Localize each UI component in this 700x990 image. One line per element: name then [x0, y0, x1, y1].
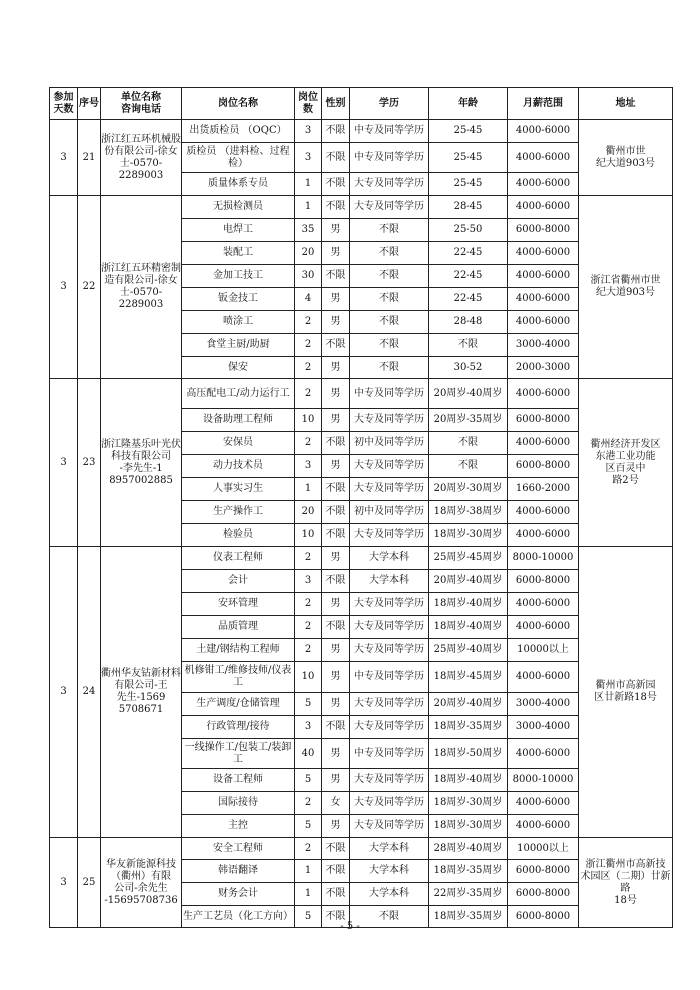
- count-cell: 1: [295, 173, 322, 196]
- count-cell: 2: [295, 379, 322, 409]
- salary-cell: 1660-2000: [508, 478, 579, 501]
- salary-cell: 4000-6000: [508, 501, 579, 524]
- salary-cell: 2000-3000: [508, 357, 579, 379]
- age-cell: 18周岁-40周岁: [429, 616, 508, 639]
- header-education: 学历: [350, 88, 429, 120]
- header-count: 岗位 数: [295, 88, 322, 120]
- count-cell: 4: [295, 288, 322, 311]
- position-cell: 机修钳工/维修技师/仪表工: [182, 662, 295, 693]
- gender-cell: 男: [322, 409, 350, 432]
- age-cell: 20周岁-30周岁: [429, 478, 508, 501]
- education-cell: 中专及同等学历: [350, 662, 429, 693]
- position-cell: 品质管理: [182, 616, 295, 639]
- salary-cell: 6000-8000: [508, 883, 579, 906]
- education-cell: 中专及同等学历: [350, 739, 429, 769]
- education-cell: 不限: [350, 311, 429, 334]
- education-cell: 大学本科: [350, 570, 429, 593]
- salary-cell: 4000-6000: [508, 265, 579, 288]
- header-address: 地址: [579, 88, 673, 120]
- position-cell: 设备助理工程师: [182, 409, 295, 432]
- gender-cell: 不限: [322, 334, 350, 357]
- count-cell: 2: [295, 616, 322, 639]
- position-cell: 检验员: [182, 524, 295, 547]
- education-cell: 不限: [350, 288, 429, 311]
- age-cell: 25周岁-45周岁: [429, 547, 508, 570]
- position-cell: 喷涂工: [182, 311, 295, 334]
- education-cell: 大专及同等学历: [350, 409, 429, 432]
- salary-cell: 4000-6000: [508, 432, 579, 455]
- education-cell: 不限: [350, 906, 429, 928]
- gender-cell: 男: [322, 357, 350, 379]
- education-cell: 大专及同等学历: [350, 716, 429, 739]
- days-cell: 3: [50, 379, 78, 547]
- gender-cell: 男: [322, 455, 350, 478]
- count-cell: 35: [295, 219, 322, 242]
- age-cell: 不限: [429, 334, 508, 357]
- age-cell: 20周岁-40周岁: [429, 570, 508, 593]
- position-cell: 动力技术员: [182, 455, 295, 478]
- education-cell: 大专及同等学历: [350, 173, 429, 196]
- count-cell: 3: [295, 120, 322, 143]
- header-company: 单位名称 咨询电话: [101, 88, 182, 120]
- days-cell: 3: [50, 120, 78, 196]
- gender-cell: 不限: [322, 143, 350, 173]
- position-cell: 一线操作工/包装工/装卸工: [182, 739, 295, 769]
- count-cell: 5: [295, 906, 322, 928]
- table-row: [50, 120, 673, 143]
- gender-cell: 不限: [322, 616, 350, 639]
- days-cell: 3: [50, 547, 78, 838]
- salary-cell: 4000-6000: [508, 311, 579, 334]
- age-cell: 18周岁-30周岁: [429, 524, 508, 547]
- position-cell: 金加工技工: [182, 265, 295, 288]
- age-cell: 28-48: [429, 311, 508, 334]
- gender-cell: 男: [322, 662, 350, 693]
- salary-cell: 4000-6000: [508, 593, 579, 616]
- age-cell: 28周岁-40周岁: [429, 838, 508, 860]
- position-cell: 安环管理: [182, 593, 295, 616]
- position-cell: 食堂主厨/助厨: [182, 334, 295, 357]
- education-cell: 大专及同等学历: [350, 616, 429, 639]
- gender-cell: 不限: [322, 432, 350, 455]
- age-cell: 25-45: [429, 120, 508, 143]
- education-cell: 初中及同等学历: [350, 501, 429, 524]
- days-cell: 3: [50, 196, 78, 379]
- salary-cell: 4000-6000: [508, 662, 579, 693]
- age-cell: 22-45: [429, 288, 508, 311]
- gender-cell: 不限: [322, 120, 350, 143]
- header-row: [50, 88, 673, 120]
- age-cell: 18周岁-38周岁: [429, 501, 508, 524]
- gender-cell: 男: [322, 242, 350, 265]
- gender-cell: 女: [322, 792, 350, 815]
- age-cell: 18周岁-45周岁: [429, 662, 508, 693]
- table-row: [50, 196, 673, 219]
- education-cell: 大专及同等学历: [350, 693, 429, 716]
- header-age: 年龄: [429, 88, 508, 120]
- header-gender: 性别: [322, 88, 350, 120]
- count-cell: 2: [295, 432, 322, 455]
- salary-cell: 8000-10000: [508, 547, 579, 570]
- address-cell: 衢州经济开发区 东港工业功能 区百灵中 路2号: [579, 379, 673, 547]
- gender-cell: 不限: [322, 265, 350, 288]
- header-days: 参加 天数: [50, 88, 78, 120]
- education-cell: 不限: [350, 242, 429, 265]
- salary-cell: 4000-6000: [508, 143, 579, 173]
- table-row: [50, 547, 673, 570]
- gender-cell: 男: [322, 593, 350, 616]
- count-cell: 5: [295, 769, 322, 792]
- salary-cell: 4000-6000: [508, 120, 579, 143]
- age-cell: 28-45: [429, 196, 508, 219]
- count-cell: 5: [295, 815, 322, 838]
- education-cell: 初中及同等学历: [350, 432, 429, 455]
- age-cell: 25-45: [429, 143, 508, 173]
- education-cell: 大专及同等学历: [350, 524, 429, 547]
- gender-cell: 男: [322, 288, 350, 311]
- count-cell: 1: [295, 883, 322, 906]
- education-cell: 不限: [350, 334, 429, 357]
- gender-cell: 男: [322, 815, 350, 838]
- education-cell: 大专及同等学历: [350, 455, 429, 478]
- salary-cell: 4000-6000: [508, 815, 579, 838]
- count-cell: 2: [295, 311, 322, 334]
- count-cell: 3: [295, 455, 322, 478]
- count-cell: 2: [295, 334, 322, 357]
- gender-cell: 不限: [322, 883, 350, 906]
- company-cell: 浙江红五环精密制造有限公司-徐女 士-0570- 2289003: [101, 196, 182, 379]
- gender-cell: 不限: [322, 860, 350, 883]
- recruitment-table: [49, 87, 673, 928]
- position-cell: 行政管理/接待: [182, 716, 295, 739]
- age-cell: 不限: [429, 455, 508, 478]
- salary-cell: 6000-8000: [508, 860, 579, 883]
- education-cell: 中专及同等学历: [350, 143, 429, 173]
- salary-cell: 4000-6000: [508, 379, 579, 409]
- age-cell: 22-45: [429, 242, 508, 265]
- gender-cell: 不限: [322, 838, 350, 860]
- position-cell: 财务会计: [182, 883, 295, 906]
- address-cell: 衢州市世 纪大道903号: [579, 120, 673, 196]
- salary-cell: 4000-6000: [508, 616, 579, 639]
- education-cell: 大专及同等学历: [350, 639, 429, 662]
- education-cell: 大学本科: [350, 860, 429, 883]
- count-cell: 3: [295, 570, 322, 593]
- gender-cell: 男: [322, 639, 350, 662]
- number-cell: 22: [78, 196, 101, 379]
- count-cell: 5: [295, 693, 322, 716]
- gender-cell: 不限: [322, 716, 350, 739]
- header-salary: 月薪范围: [508, 88, 579, 120]
- education-cell: 大专及同等学历: [350, 815, 429, 838]
- position-cell: 电焊工: [182, 219, 295, 242]
- position-cell: 质量体系专员: [182, 173, 295, 196]
- age-cell: 20周岁-40周岁: [429, 379, 508, 409]
- salary-cell: 3000-4000: [508, 716, 579, 739]
- count-cell: 2: [295, 639, 322, 662]
- age-cell: 不限: [429, 432, 508, 455]
- gender-cell: 不限: [322, 570, 350, 593]
- age-cell: 18周岁-35周岁: [429, 716, 508, 739]
- count-cell: 10: [295, 409, 322, 432]
- salary-cell: 4000-6000: [508, 739, 579, 769]
- gender-cell: 男: [322, 379, 350, 409]
- position-cell: 无损检测员: [182, 196, 295, 219]
- count-cell: 2: [295, 593, 322, 616]
- age-cell: 20周岁-40周岁: [429, 693, 508, 716]
- education-cell: 大学本科: [350, 547, 429, 570]
- position-cell: 安全工程师: [182, 838, 295, 860]
- position-cell: 设备工程师: [182, 769, 295, 792]
- salary-cell: 6000-8000: [508, 219, 579, 242]
- gender-cell: 不限: [322, 173, 350, 196]
- education-cell: 中专及同等学历: [350, 120, 429, 143]
- position-cell: 生产工艺员（化工方向）: [182, 906, 295, 928]
- age-cell: 18周岁-30周岁: [429, 815, 508, 838]
- gender-cell: 不限: [322, 501, 350, 524]
- age-cell: 25-45: [429, 173, 508, 196]
- age-cell: 30-52: [429, 357, 508, 379]
- position-cell: 质检员 （进料检、过程检）: [182, 143, 295, 173]
- education-cell: 大专及同等学历: [350, 792, 429, 815]
- number-cell: 24: [78, 547, 101, 838]
- position-cell: 仪表工程师: [182, 547, 295, 570]
- salary-cell: 8000-10000: [508, 769, 579, 792]
- count-cell: 20: [295, 501, 322, 524]
- count-cell: 40: [295, 739, 322, 769]
- header-no: 序号: [78, 88, 101, 120]
- education-cell: 不限: [350, 265, 429, 288]
- position-cell: 生产操作工: [182, 501, 295, 524]
- table-row: [50, 838, 673, 860]
- education-cell: 大学本科: [350, 883, 429, 906]
- days-cell: 3: [50, 838, 78, 928]
- count-cell: 10: [295, 524, 322, 547]
- salary-cell: 10000以上: [508, 838, 579, 860]
- position-cell: 高压配电工/动力运行工: [182, 379, 295, 409]
- age-cell: 20周岁-35周岁: [429, 409, 508, 432]
- position-cell: 出货质检员 （OQC）: [182, 120, 295, 143]
- count-cell: 2: [295, 838, 322, 860]
- position-cell: 钣金技工: [182, 288, 295, 311]
- count-cell: 3: [295, 143, 322, 173]
- education-cell: 不限: [350, 219, 429, 242]
- salary-cell: 4000-6000: [508, 792, 579, 815]
- age-cell: 18周岁-50周岁: [429, 739, 508, 769]
- table-body: [50, 120, 673, 928]
- address-cell: 浙江衢州市高新技 术园区（二期）廿新路 18号: [579, 838, 673, 928]
- age-cell: 25-50: [429, 219, 508, 242]
- age-cell: 25周岁-40周岁: [429, 639, 508, 662]
- gender-cell: 男: [322, 311, 350, 334]
- education-cell: 不限: [350, 357, 429, 379]
- gender-cell: 不限: [322, 196, 350, 219]
- age-cell: 18周岁-30周岁: [429, 792, 508, 815]
- education-cell: 大专及同等学历: [350, 769, 429, 792]
- gender-cell: 男: [322, 219, 350, 242]
- count-cell: 1: [295, 860, 322, 883]
- salary-cell: 6000-8000: [508, 455, 579, 478]
- salary-cell: 4000-6000: [508, 242, 579, 265]
- count-cell: 20: [295, 242, 322, 265]
- education-cell: 大学本科: [350, 838, 429, 860]
- company-cell: 衢州华友钴新材料有限公司-王 先生-1569 5708671: [101, 547, 182, 838]
- salary-cell: 4000-6000: [508, 173, 579, 196]
- education-cell: 大专及同等学历: [350, 196, 429, 219]
- count-cell: 2: [295, 547, 322, 570]
- salary-cell: 3000-4000: [508, 334, 579, 357]
- table-row: [50, 379, 673, 409]
- header-position: 岗位名称: [182, 88, 295, 120]
- education-cell: 中专及同等学历: [350, 379, 429, 409]
- age-cell: 18周岁-35周岁: [429, 906, 508, 928]
- position-cell: 装配工: [182, 242, 295, 265]
- position-cell: 韩语翻译: [182, 860, 295, 883]
- position-cell: 会计: [182, 570, 295, 593]
- address-cell: 浙江省衢州市世 纪大道903号: [579, 196, 673, 379]
- count-cell: 1: [295, 478, 322, 501]
- age-cell: 22-45: [429, 265, 508, 288]
- position-cell: 保安: [182, 357, 295, 379]
- company-cell: 浙江红五环机械股份有限公司-徐女 士-0570- 2289003: [101, 120, 182, 196]
- page-number: - 5 -: [340, 921, 360, 932]
- count-cell: 1: [295, 196, 322, 219]
- position-cell: 安保员: [182, 432, 295, 455]
- age-cell: 18周岁-35周岁: [429, 860, 508, 883]
- count-cell: 2: [295, 792, 322, 815]
- gender-cell: 男: [322, 547, 350, 570]
- position-cell: 生产调度/仓储管理: [182, 693, 295, 716]
- gender-cell: 男: [322, 739, 350, 769]
- salary-cell: 3000-4000: [508, 693, 579, 716]
- education-cell: 大专及同等学历: [350, 593, 429, 616]
- age-cell: 18周岁-40周岁: [429, 769, 508, 792]
- gender-cell: 男: [322, 693, 350, 716]
- salary-cell: 4000-6000: [508, 288, 579, 311]
- education-cell: 大专及同等学历: [350, 478, 429, 501]
- salary-cell: 10000以上: [508, 639, 579, 662]
- salary-cell: 4000-6000: [508, 524, 579, 547]
- count-cell: 10: [295, 662, 322, 693]
- gender-cell: 男: [322, 769, 350, 792]
- position-cell: 土建/钢结构工程师: [182, 639, 295, 662]
- age-cell: 22周岁-35周岁: [429, 883, 508, 906]
- position-cell: 人事实习生: [182, 478, 295, 501]
- count-cell: 2: [295, 357, 322, 379]
- salary-cell: 6000-8000: [508, 409, 579, 432]
- company-cell: 浙江隆基乐叶光伏科技有限公司 -李先生-1 8957002885: [101, 379, 182, 547]
- gender-cell: 不限: [322, 478, 350, 501]
- company-cell: 华友新能源科技（衢州）有限 公司-余先生 -15695708736: [101, 838, 182, 928]
- position-cell: 国际接待: [182, 792, 295, 815]
- address-cell: 衢州市高新园 区廿新路18号: [579, 547, 673, 838]
- salary-cell: 6000-8000: [508, 570, 579, 593]
- number-cell: 23: [78, 379, 101, 547]
- age-cell: 18周岁-40周岁: [429, 593, 508, 616]
- position-cell: 主控: [182, 815, 295, 838]
- number-cell: 25: [78, 838, 101, 928]
- gender-cell: 不限: [322, 906, 350, 928]
- salary-cell: 6000-8000: [508, 906, 579, 928]
- count-cell: 30: [295, 265, 322, 288]
- number-cell: 21: [78, 120, 101, 196]
- gender-cell: 不限: [322, 524, 350, 547]
- count-cell: 3: [295, 716, 322, 739]
- salary-cell: 4000-6000: [508, 196, 579, 219]
